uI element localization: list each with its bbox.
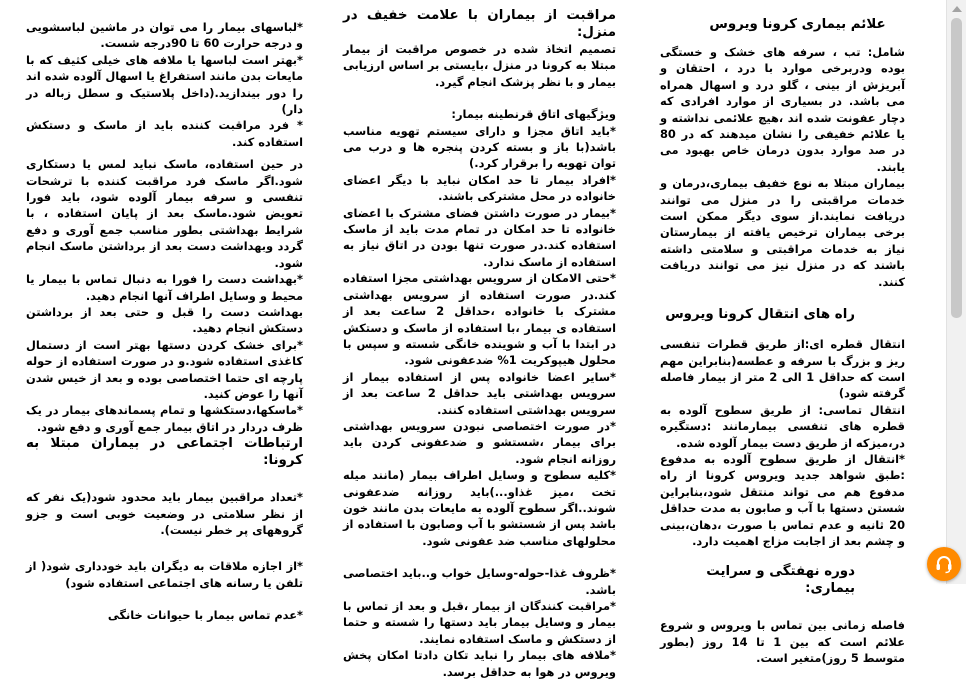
paragraph-fecal: *انتقال از طریق سطوح آلوده به مدفوع :طبق شواهد جدید ویروس کرونا از راه مدفوع هم می تواند منتقل شود،بنابراین شستن دستها با آب و صابون به مدت حداقل 20 ثانیه و عدم تماس با صورت ،دهان،بینی و چشم بعد از اجابت مزاج اهمیت دارد. [660,451,905,548]
scroll-up-arrow-icon[interactable] [952,6,962,12]
paragraph-waste: *ماسکها،دستکشها و تمام پسماندهای بیمار در یک ظرف دردار در اتاق بیمار جمع آوری و دفع شود. [26,403,303,434]
paragraph-symptoms: شامل: تب ، سرفه های خشک و خستگی بوده ودربرخی موارد با درد ، احتقان و آبریزش از بینی ، گلو درد و اسهال همراه می باشد. در بسیاری از موارد افرادی که دچار عفونت شده اند ،هیچ علائمی نداشته و یا علائم خفیفی را نشان میدهند که در 80 در صد موارد بدون درمان خاص بهبود می یابند. [660,45,905,174]
paragraph-bathroom: *حتی الامکان از سرویس بهداشتی مجزا استفاده کند.در صورت استفاده از سرویس بهداشتی مشترک با خانواده ،حداقل 2 ساعت بعد از استفاده ی بیمار ،با استفاده از ماسک و دستکش در ابتدا با آب و شوینده خانگی شسته و سپس با محلول هیپوکریت 1% ضدعفونی شود. [343,271,617,368]
paragraph-dirty-linen: *بهتر است لباسها یا ملافه های خیلی کثیف که با مایعات بدن مانند استفراغ یا اسهال آلوده شده اند را دور بیندازید.(داخل پلاستیک و سطل زباله در دار) [26,52,303,117]
headset-icon [934,554,954,574]
heading-social: ارتباطات اجتماعی در بیماران مبتلا به کرونا: [26,436,303,469]
vertical-scrollbar[interactable] [946,0,966,584]
paragraph-ventilation: *باید اتاق مجزا و دارای سیستم تهویه مناسب باشد(با باز و بسته کردن پنجره ها و درب می توان تهویه را برقرار کرد.) [343,123,616,171]
paragraph-pets: *عدم تماس بیمار با حیوانات خانگی [107,608,303,623]
right-column [660,0,905,667]
paragraph-mask-handling: در حین استفاده، ماسک نباید لمس یا دستکاری شود.اگر ماسک فرد مراقبت کننده با ترشحات تنفسی و سرفه بیمار آلوده شود، باید فورا تعویض شود.ماسک بعد از پایان استفاده ، با شرایط بهداشتی بطور مناسب جمع آوری و دفع گردد وبهداشت دست بعد از برداشتن ماسک انجام شود. [26,157,303,270]
paragraph-hand-hygiene: *بهداشت دست را فورا به دنبال تماس با بیمار یا محیط و وسایل اطراف آنها انجام دهید. [26,272,303,303]
paragraph-visits: *از اجازه ملاقات به دیگران باید خودداری شود( از تلفن یا رسانه های اجتماعی استفاده شود) [26,559,303,590]
paragraph-contact: انتقال تماسی: از طریق سطوح آلوده به قطره های تنفسی بیمارمانند :دستگیره در،میزکه از طریق دست بیمار آلوده شده. [660,402,905,450]
paragraph-room-features: ویژگیهای اتاق قرنطینه بیمار: [451,107,616,122]
paragraph-caregivers: *مراقبت کنندگان از بیمار ،قبل و بعد از تماس با بیمار و وسایل بیمار باید دستها را شسته و حتما از دستکش و ماسک استفاده نمایند. [343,599,616,646]
paragraph-gloves: بهداشت دست را قبل و حتی بعد از برداشتن دستکش انجام دهید. [26,304,303,336]
paragraph-family-bathroom: *سایر اعضا خانواده پس از استفاده بیمار از سرویس بهداشتی باید حداقل 2 ساعت بعد از سرویس بهداشتی استفاده کنند. [343,369,617,417]
left-column [26,0,303,624]
paragraph-home-care-intro: بیماران مبتلا به نوع خفیف بیماری،درمان و خدمات مراقبتی را در منزل می توانند دریافت نمایند.از سوی دیگر ممکن است برخی بیماران ترخیص یافته از بیمارستان نیاز به خدمات مراقبتی و سلامتی داشته باشند که در منزل نیز می توانند دریافت کنند. [660,176,905,289]
heading-symptoms: علائم بیماری کرونا ویروس [709,17,886,32]
heading-home-care: مراقبت از بیماران با علامت خفیف در منزل: [343,8,616,40]
paragraph-sheets: *ملافه های بیمار را نباید تکان دادتا امکان پخش ویروس در هوا به حداقل برسد. [343,648,616,679]
paragraph-separation: *افراد بیمار تا حد امکان نباید با دیگر اعضای خانواده در محل مشترکی باشند. [343,172,616,204]
support-chat-button[interactable] [927,547,961,581]
middle-column [343,0,616,680]
paragraph-dishes: *ظروف غذا-حوله-وسایل خواب و..باید اختصاصی باشد. [343,566,616,597]
paragraph-shared-space: *بیمار در صورت داشتن فضای مشترک با اعضای خانواده تا حد امکان در تمام مدت باید از ماسک استفاده کند.در صورت تنها بودن در اتاق نیاز به استفاده از ماسک ندارد. [343,205,616,269]
paragraph-limit-caregivers: *تعداد مراقبین بیمار باید محدود شود(یک نفر که از نظر سلامتی در وضعیت خوبی است و جزو گروههای پر خطر نیست). [26,490,303,537]
paragraph-laundry: *لباسهای بیمار را می توان در ماشین لباسشویی و درجه حرارت 60 تا 90درجه شست. [26,20,303,51]
heading-transmission: راه های انتقال کرونا ویروس [665,307,855,323]
paragraph-surfaces: *کلیه سطوح و وسایل اطراف بیمار (مانند میله تخت ،میز غذاو...)باید روزانه ضدعفونی شوند..اگر سطوح آلوده به مایعات بدن مانند خون باشد پس از شستشو با آب وصابون با استفاده از محلولهای مناسب ضد عفونی شود. [343,468,616,548]
paragraph-incubation: فاصله زمانی بین تماس با ویروس و شروع علائم است که بین 1 تا 14 روز (بطور متوسط 5 روز)متغیر است. [660,618,905,666]
paragraph-caregiver-mask: * فرد مراقبت کننده باید از ماسک و دستکش استفاده کند. [26,118,303,149]
paragraph-drying: *برای خشک کردن دستها بهتر است از دستمال کاغذی استفاده شود.و در صورت استفاده از حوله پارچه ای حتما اختصاصی بوده و بعد از خیس شدن آنها را عوض کنید. [26,337,303,401]
paragraph-disinfection: *در صورت اختصاصی نبودن سرویس بهداشتی برای بیمار ،شستشو و ضدعفونی کردن باید روزانه انجام شود. [343,418,616,466]
paragraph-droplet: انتقال قطره ای:از طریق قطرات تنفسی ریز و بزرگ با سرفه و عطسه(بنابراین مهم است که حداقل 1 الی 2 متر از بیمار فاصله گرفته شود) [660,337,905,401]
scrollbar-thumb[interactable] [951,18,962,318]
paragraph-decision: تصمیم اتخاذ شده در خصوص مراقبت از بیمار مبتلا به کرونا در منزل ،بایستی بر اساس ارزیابی بیمار و با نظر پزشک انجام گیرد. [343,42,616,89]
heading-incubation: دوره نهفتگی و سرایت بیماری: [706,564,855,597]
